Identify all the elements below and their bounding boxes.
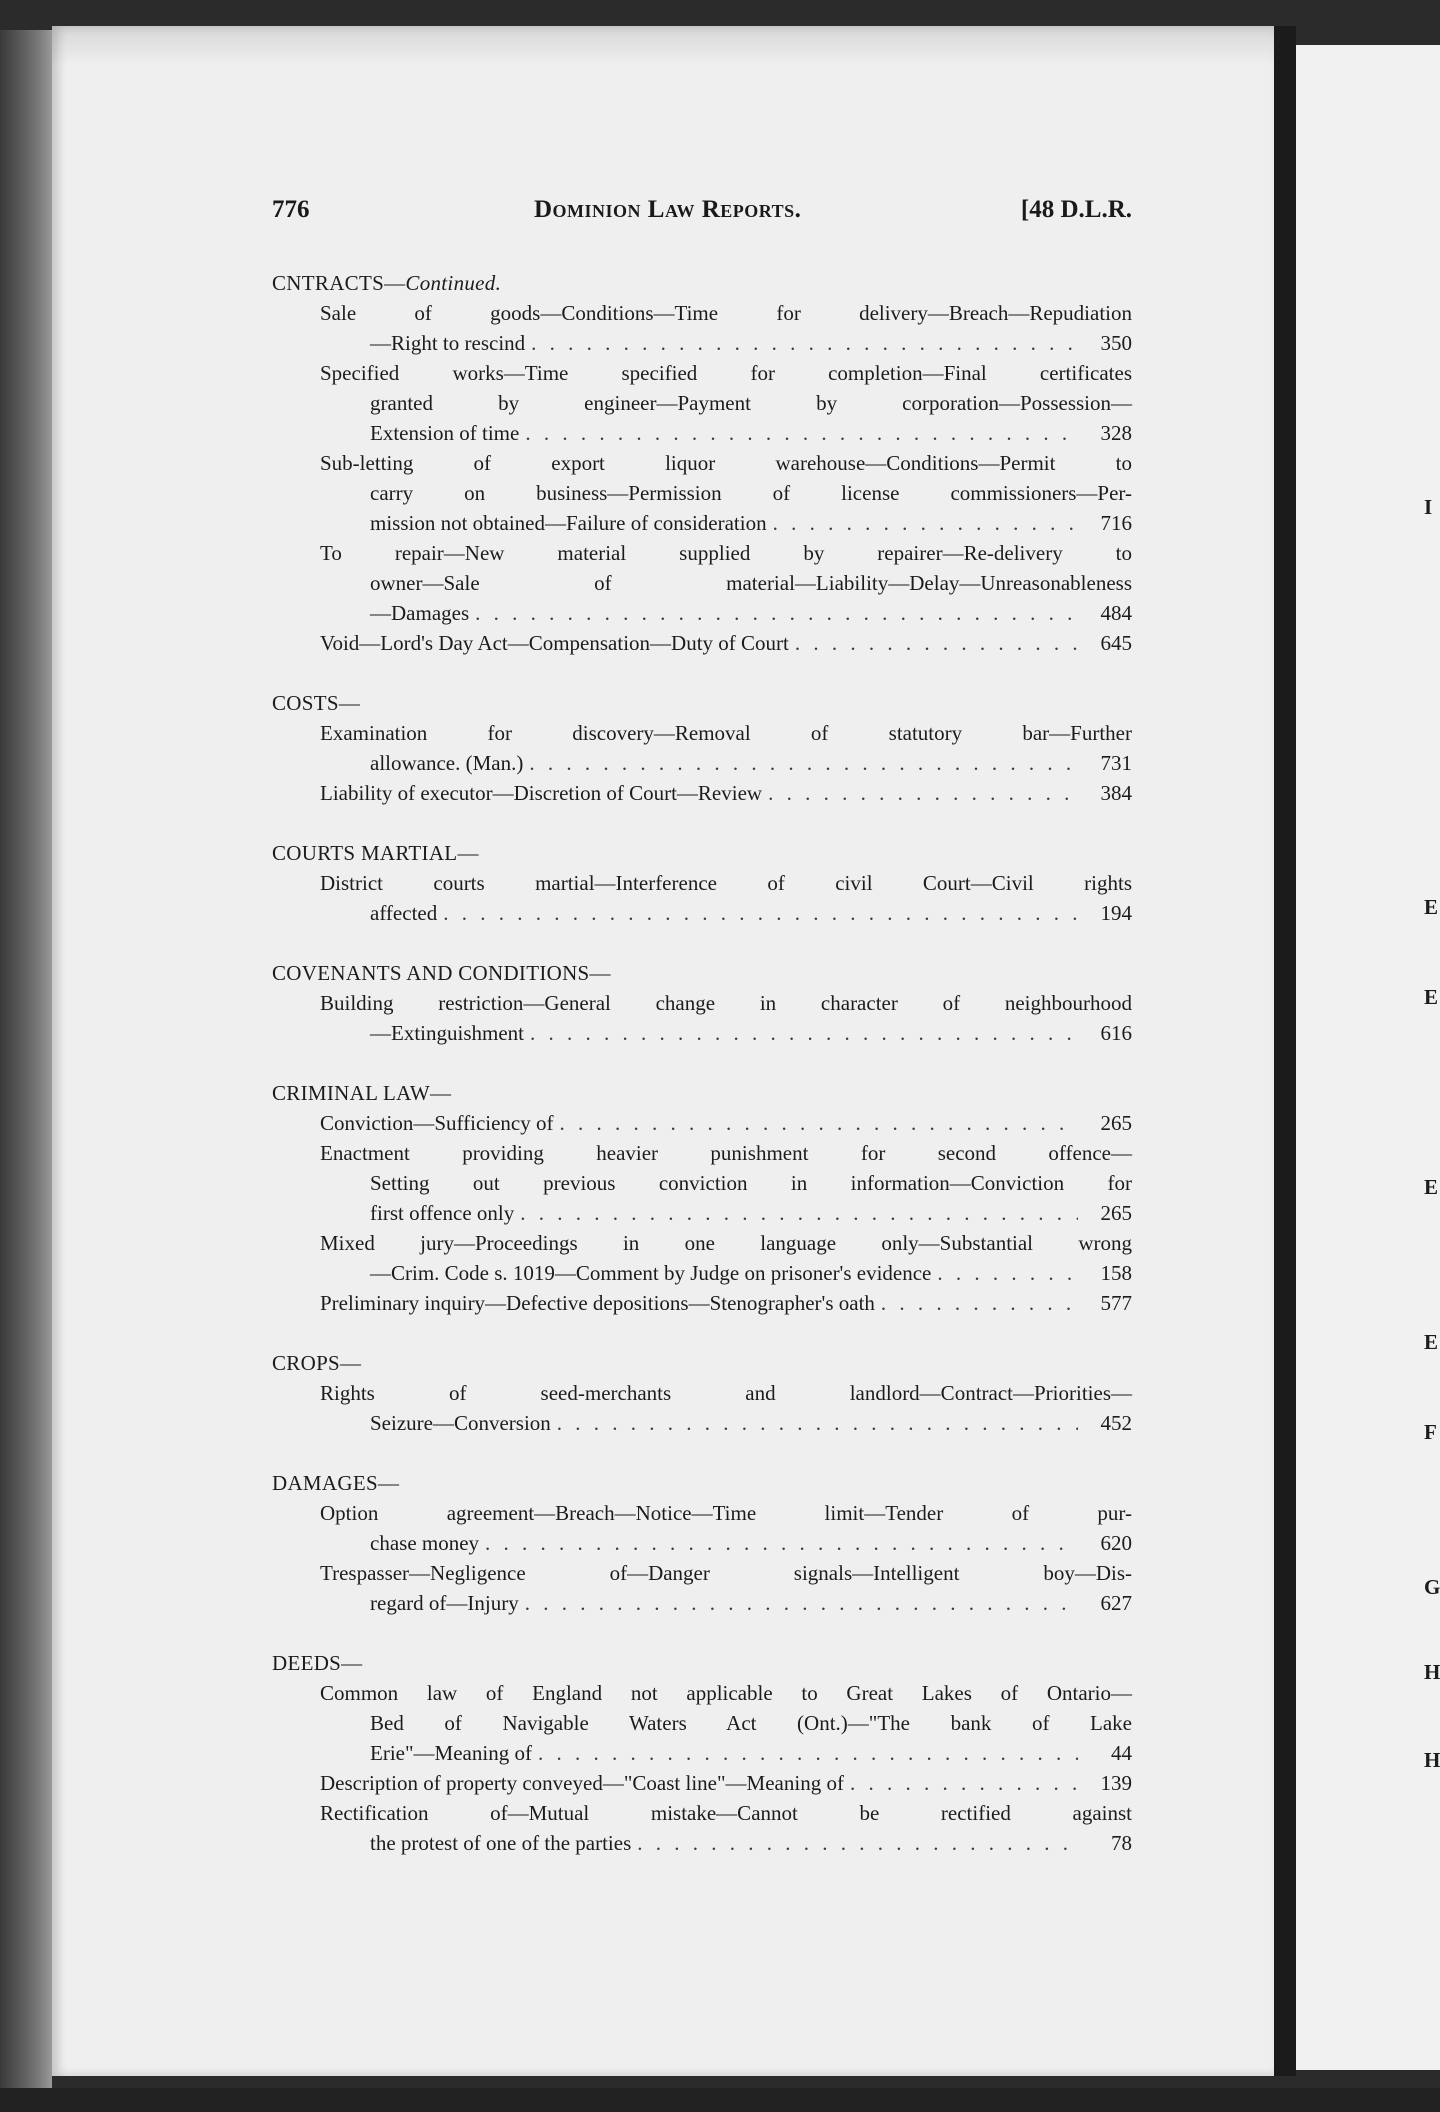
dot-leader <box>773 508 1078 538</box>
entry-line: Bed of Navigable Waters Act (Ont.)—"The bank of Lake <box>370 1711 1132 1735</box>
facing-page-letter: E <box>1424 895 1439 919</box>
index-section <box>272 688 1132 808</box>
dot-leader <box>485 1528 1078 1558</box>
book-spine <box>0 30 52 2092</box>
section-heading-text: CRIMINAL LAW— <box>272 1081 452 1105</box>
section-heading-text: DEEDS— <box>272 1651 363 1675</box>
index-entry <box>320 868 1132 928</box>
index-entry <box>320 718 1132 778</box>
entry-final-line <box>320 1768 1132 1798</box>
section-heading <box>272 838 1132 868</box>
dot-leader <box>529 748 1078 778</box>
entry-line: Common law of England not applicable to Great Lakes of Ontario— <box>320 1681 1132 1705</box>
section-heading-text: CNTRACTS— <box>272 271 406 295</box>
entry-final-line <box>320 748 1132 778</box>
page-gutter <box>1274 26 1296 2076</box>
page-reference: 620 <box>1100 1531 1132 1555</box>
page-reference: 616 <box>1100 1021 1132 1045</box>
page-reference: 194 <box>1100 901 1132 925</box>
entry-text: Preliminary inquiry—Defective depositions—Stenographer's oath <box>320 1291 875 1315</box>
entry-line: granted by engineer—Payment by corporation—Possession— <box>370 391 1132 415</box>
page-reference: 265 <box>1100 1111 1132 1135</box>
facing-page-letter: E <box>1424 1175 1439 1199</box>
entry-line: Rights of seed-merchants and landlord—Contract—Priorities— <box>320 1381 1132 1405</box>
dot-leader <box>557 1408 1078 1438</box>
page-reference: 139 <box>1100 1771 1132 1795</box>
entry-text: Extension of time <box>370 421 520 445</box>
page-reference: 577 <box>1100 1291 1132 1315</box>
index-entry <box>320 1678 1132 1768</box>
index-section <box>272 1648 1132 1858</box>
entry-line: Examination for discovery—Removal of statutory bar—Further <box>320 721 1132 745</box>
entry-text: —Crim. Code s. 1019—Comment by Judge on prisoner's evidence <box>370 1261 932 1285</box>
entry-text: chase money <box>370 1531 480 1555</box>
facing-page-letter: E <box>1424 1330 1439 1354</box>
section-heading <box>272 1348 1132 1378</box>
facing-page-letter: F <box>1424 1420 1437 1444</box>
page-shadow <box>52 26 1274 66</box>
entry-text: Conviction—Sufficiency of <box>320 1111 554 1135</box>
dot-leader <box>525 1588 1078 1618</box>
entry-line: To repair—New material supplied by repairer—Re-delivery to <box>320 541 1132 565</box>
index-entry <box>320 1138 1132 1228</box>
index-section <box>272 1348 1132 1438</box>
entry-text: the protest of one of the parties <box>370 1831 632 1855</box>
entry-text: —Right to rescind <box>370 331 526 355</box>
continued-label: Continued. <box>405 271 502 295</box>
page-reference: 731 <box>1100 751 1132 775</box>
entry-line: Option agreement—Breach—Notice—Time limit—Tender of pur- <box>320 1501 1132 1525</box>
section-heading <box>272 958 1132 988</box>
volume-reference: [48 D.L.R. <box>1020 196 1132 223</box>
page-reference: 158 <box>1100 1261 1132 1285</box>
entry-line: Mixed jury—Proceedings in one language only—Substantial wrong <box>320 1231 1132 1255</box>
index-section <box>272 958 1132 1048</box>
entry-text: mission not obtained—Failure of consideration <box>370 511 767 535</box>
index-section <box>272 1468 1132 1618</box>
section-heading-text: COSTS— <box>272 691 361 715</box>
entry-text: Void—Lord's Day Act—Compensation—Duty of Court <box>320 631 789 655</box>
entry-final-line <box>320 1288 1132 1318</box>
entry-final-line <box>320 1408 1132 1438</box>
running-title: Dominion Law Reports. <box>534 196 802 223</box>
index-entry <box>320 1498 1132 1558</box>
entry-line: Trespasser—Negligence of—Danger signals—Intelligent boy—Dis- <box>320 1561 1132 1585</box>
index-entry <box>320 1768 1132 1798</box>
entry-final-line <box>320 1018 1132 1048</box>
entry-text: Liability of executor—Discretion of Court—Review <box>320 781 763 805</box>
dot-leader <box>560 1108 1079 1138</box>
entry-final-line <box>320 1258 1132 1288</box>
entry-line: Setting out previous conviction in information—Conviction for <box>370 1171 1132 1195</box>
section-heading-text: CROPS— <box>272 1351 362 1375</box>
index-entry <box>320 1288 1132 1318</box>
entry-final-line <box>320 328 1132 358</box>
index-entry <box>320 1228 1132 1288</box>
entry-final-line <box>320 1588 1132 1618</box>
entry-final-line <box>320 1198 1132 1228</box>
entry-line: Sale of goods—Conditions—Time for delivery—Breach—Repudiation <box>320 301 1132 325</box>
dot-leader <box>530 1018 1078 1048</box>
dot-leader <box>531 328 1078 358</box>
index-entry <box>320 778 1132 808</box>
index-entry <box>320 448 1132 538</box>
section-heading-text: COURTS MARTIAL— <box>272 841 479 865</box>
index-entry <box>320 1558 1132 1618</box>
page-number: 776 <box>272 196 310 223</box>
facing-page-edge <box>1296 45 1440 2070</box>
index-body <box>272 268 1132 1888</box>
entry-final-line <box>320 628 1132 658</box>
page-reference: 78 <box>1111 1831 1132 1855</box>
entry-line: Specified works—Time specified for completion—Final certificates <box>320 361 1132 385</box>
index-entry <box>320 988 1132 1048</box>
index-entry <box>320 1108 1132 1138</box>
page-reference: 484 <box>1100 601 1132 625</box>
page-header <box>272 196 1132 236</box>
index-entry <box>320 1798 1132 1858</box>
scan-bottom-edge <box>0 2088 1440 2112</box>
dot-leader <box>795 628 1078 658</box>
page-reference: 645 <box>1100 631 1132 655</box>
page-reference: 350 <box>1100 331 1132 355</box>
entry-text: —Damages <box>370 601 470 625</box>
entry-text: Seizure—Conversion <box>370 1411 551 1435</box>
dot-leader <box>850 1768 1078 1798</box>
index-section <box>272 838 1132 928</box>
section-heading-text: DAMAGES— <box>272 1471 400 1495</box>
entry-text: regard of—Injury <box>370 1591 519 1615</box>
facing-page-letter: G <box>1424 1575 1440 1599</box>
facing-page-letter: H <box>1424 1748 1440 1772</box>
entry-text: Erie"—Meaning of <box>370 1741 532 1765</box>
entry-text: first offence only <box>370 1201 515 1225</box>
dot-leader <box>538 1738 1078 1768</box>
index-entry <box>320 628 1132 658</box>
facing-page-letter: E <box>1424 985 1439 1009</box>
dot-leader <box>637 1828 1078 1858</box>
entry-text: Description of property conveyed—"Coast line"—Meaning of <box>320 1771 844 1795</box>
section-heading-text: COVENANTS AND CONDITIONS— <box>272 961 611 985</box>
page-reference: 716 <box>1100 511 1132 535</box>
entry-text: affected <box>370 901 438 925</box>
entry-final-line <box>320 508 1132 538</box>
entry-final-line <box>320 1108 1132 1138</box>
dot-leader <box>475 598 1078 628</box>
section-heading <box>272 1468 1132 1498</box>
page-reference: 265 <box>1100 1201 1132 1225</box>
entry-line: Sub-letting of export liquor warehouse—Conditions—Permit to <box>320 451 1132 475</box>
facing-page-letter: H <box>1424 1660 1440 1684</box>
dot-leader <box>525 418 1078 448</box>
index-section <box>272 1078 1132 1318</box>
entry-final-line <box>320 898 1132 928</box>
page-reference: 328 <box>1100 421 1132 445</box>
entry-line: District courts martial—Interference of civil Court—Civil rights <box>320 871 1132 895</box>
dot-leader <box>881 1288 1078 1318</box>
entry-final-line <box>320 1528 1132 1558</box>
dot-leader <box>520 1198 1078 1228</box>
section-heading <box>272 1078 1132 1108</box>
index-section <box>272 268 1132 658</box>
entry-line: carry on business—Permission of license commissioners—Per- <box>370 481 1132 505</box>
entry-text: allowance. (Man.) <box>370 751 524 775</box>
entry-text: —Extinguishment <box>370 1021 524 1045</box>
page-reference: 627 <box>1100 1591 1132 1615</box>
index-entry <box>320 1378 1132 1438</box>
index-entry <box>320 358 1132 448</box>
page-reference: 384 <box>1100 781 1132 805</box>
section-heading <box>272 688 1132 718</box>
dot-leader <box>443 898 1078 928</box>
index-entry <box>320 298 1132 358</box>
page-reference: 44 <box>1111 1741 1132 1765</box>
section-heading <box>272 268 1132 298</box>
entry-final-line <box>320 598 1132 628</box>
entry-final-line <box>320 1738 1132 1768</box>
entry-line: Enactment providing heavier punishment for second offence— <box>320 1141 1132 1165</box>
index-entry <box>320 538 1132 628</box>
entry-final-line <box>320 778 1132 808</box>
dot-leader <box>937 1258 1078 1288</box>
entry-line: owner—Sale of material—Liability—Delay—Unreasonableness <box>370 571 1132 595</box>
facing-page-letter: I <box>1424 495 1433 519</box>
entry-final-line <box>320 1828 1132 1858</box>
entry-line: Building restriction—General change in character of neighbourhood <box>320 991 1132 1015</box>
dot-leader <box>768 778 1078 808</box>
page-reference: 452 <box>1100 1411 1132 1435</box>
section-heading <box>272 1648 1132 1678</box>
entry-final-line <box>320 418 1132 448</box>
entry-line: Rectification of—Mutual mistake—Cannot be rectified against <box>320 1801 1132 1825</box>
